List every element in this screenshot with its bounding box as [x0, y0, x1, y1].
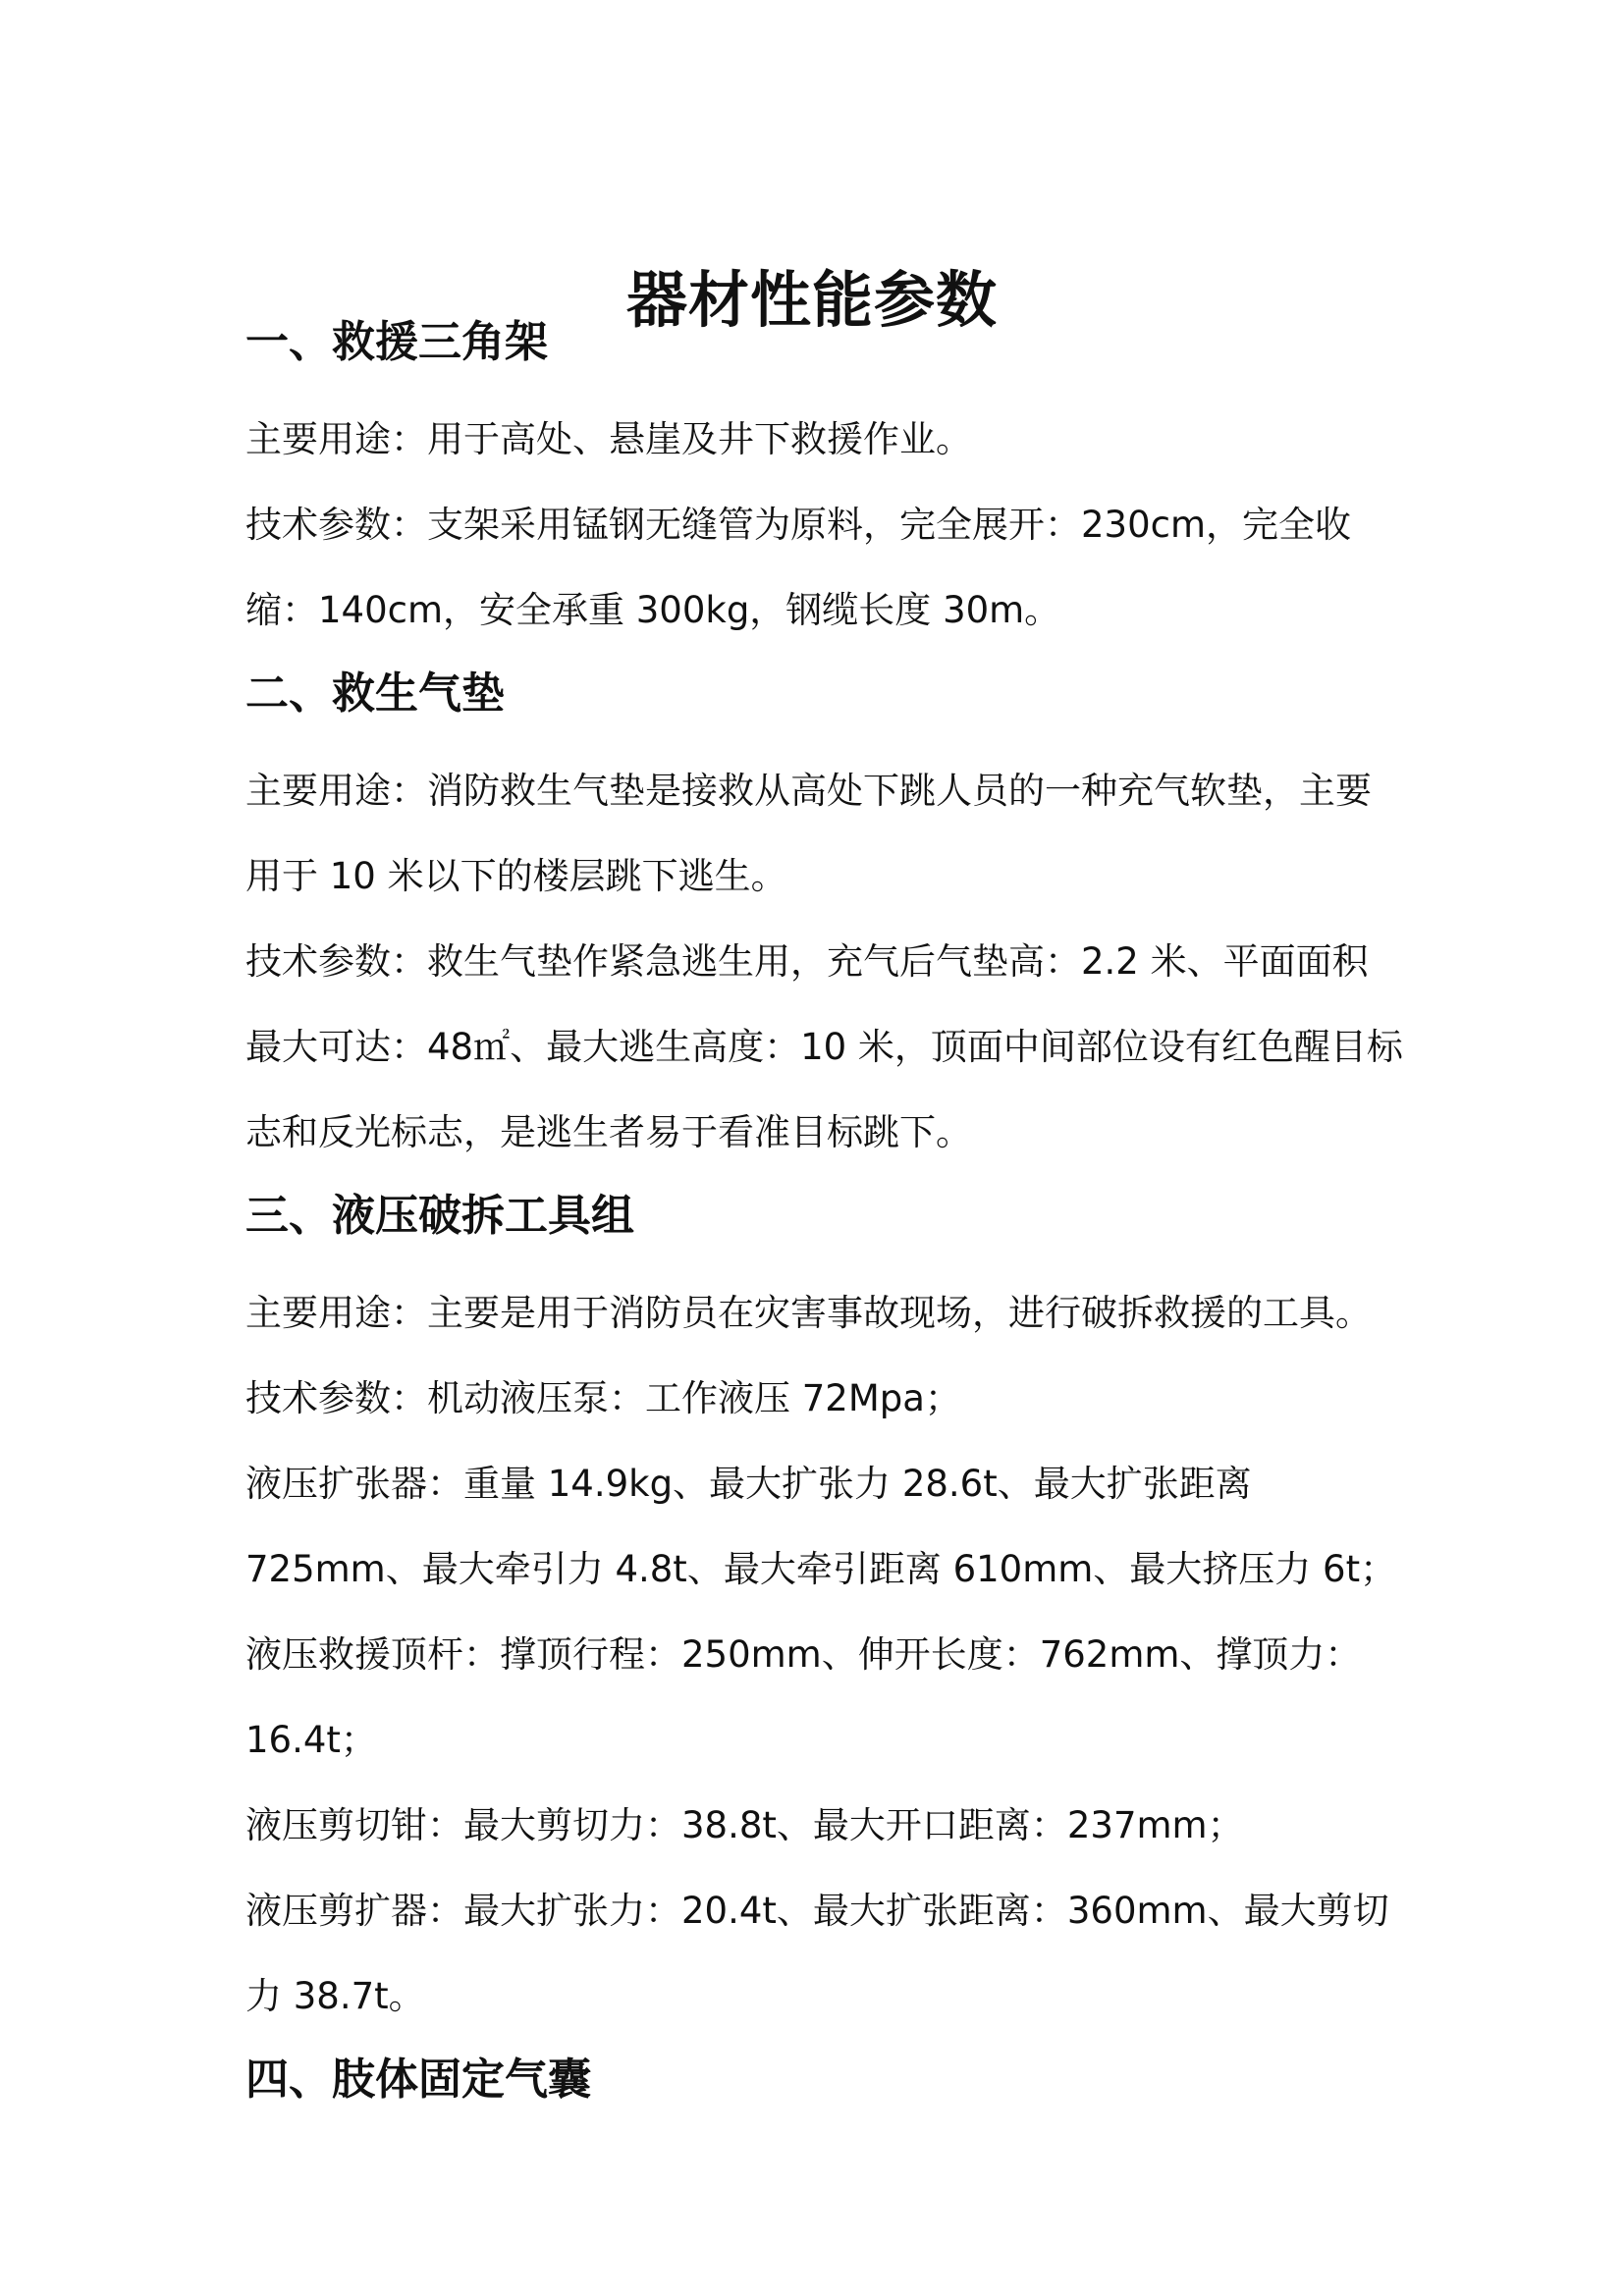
section-heading: 四、肢体固定气囊: [245, 2055, 591, 2105]
document-title: 器材性能参数: [625, 263, 998, 336]
paragraph-cutter-specs: 液压剪切钳：最大剪切力：38.8t、最大开口距离：237mm；: [245, 1804, 1244, 1846]
section-heading: 二、救生气垫: [245, 668, 505, 719]
paragraph-pump-specs: 技术参数：机动液压泵：工作液压 72Mpa；: [245, 1377, 961, 1419]
paragraph-combi-tool-specs: 液压剪扩器：最大扩张力：20.4t、最大扩张距离：360mm、最大剪切力 38.7t。: [245, 1890, 1389, 2017]
paragraph-specs: 技术参数：支架采用锰钢无缝管为原料，完全展开：230cm，完全收缩：140cm，安全承重 300kg，钢缆长度 30m。: [245, 504, 1352, 631]
paragraph-specs: 技术参数：救生气垫作紧急逃生用，充气后气垫高：2.2 米、平面面积最大可达：48㎡、最大逃生高度：10 米，顶面中间部位设有红色醒目标志和反光标志，是逃生者易于看准目标跳下。: [245, 940, 1403, 1153]
document-body: [245, 310, 1404, 2134]
section-heading: 一、救援三角架: [245, 317, 548, 367]
paragraph-usage: 主要用途：用于高处、悬崖及井下救援作业。: [245, 418, 972, 460]
paragraph-usage: 主要用途：主要是用于消防员在灾害事故现场，进行破拆救援的工具。: [245, 1292, 1372, 1334]
section-rescue-tripod: [245, 310, 1404, 653]
section-limb-immobilization-airbag: [245, 2048, 1404, 2112]
paragraph-ram-specs: 液压救援顶杆：撑顶行程：250mm、伸开长度：762mm、撑顶力：16.4t；: [245, 1633, 1362, 1761]
section-heading: 三、液压破拆工具组: [245, 1191, 634, 1241]
section-hydraulic-tools: [245, 1184, 1404, 2039]
paragraph-spreader-specs: 液压扩张器：重量 14.9kg、最大扩张力 28.6t、最大扩张距离 725mm、最大牵引力 4.8t、最大牵引距离 610mm、最大挤压力 6t；: [245, 1463, 1397, 1590]
paragraph-usage: 主要用途：消防救生气垫是接救从高处下跳人员的一种充气软垫，主要用于 10 米以下的楼层跳下逃生。: [245, 770, 1372, 897]
section-rescue-air-cushion: [245, 662, 1404, 1175]
